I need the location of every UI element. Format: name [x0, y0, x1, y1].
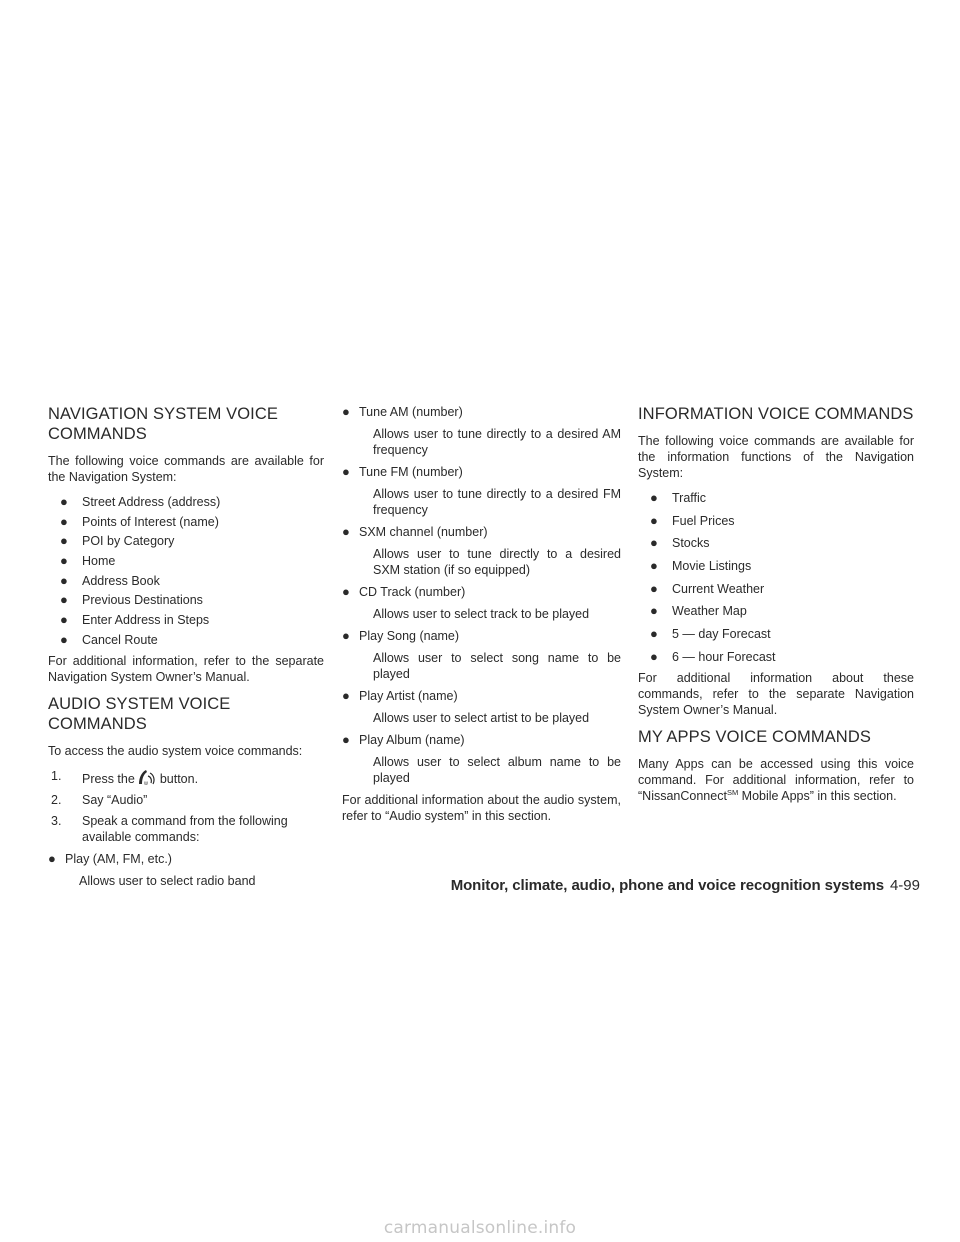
bullet-icon: ● [60, 553, 68, 569]
info-intro: The following voice commands are available for the information functions of the Navigation System: [638, 434, 914, 480]
list-item: ● POI by Category [60, 533, 175, 549]
audio-command-list-cont [342, 404, 621, 786]
nav-outro: For additional information, refer to the separate Navigation System Owner’s Manual. [48, 653, 324, 684]
bullet-icon: ● [342, 688, 350, 703]
bullet-icon: ● [60, 533, 68, 549]
info-heading: INFORMATION VOICE COMMANDS [638, 405, 914, 423]
info-outro: For additional information about these commands, refer to the separate Navigation System Owner’s Manual. [638, 670, 914, 717]
step-item: 3. Speak a command from the following available commands: [51, 813, 288, 844]
bullet-icon: ● [650, 512, 658, 528]
bullet-icon: ● [650, 648, 658, 664]
footer-title: Monitor, climate, audio, phone and voice recognition systems [450, 877, 884, 894]
bullet-icon: ● [60, 513, 68, 529]
list-item: ● Cancel Route [60, 631, 158, 647]
column-3 [638, 404, 914, 813]
bullet-icon: ● [650, 490, 658, 505]
list-item: ● Current Weather [650, 580, 765, 596]
list-item: ● Movie Listings [650, 558, 752, 574]
list-item: ● Play Song (name) Allows user to select song name to be played [342, 628, 621, 681]
apps-text: Many Apps can be accessed using this voice command. For additional information, refer to “NissanConnect℠ Mobile Apps” in this section. [638, 756, 914, 803]
bullet-icon: ● [60, 612, 68, 628]
list-item: ● Traffic [650, 490, 707, 505]
bullet-icon: ● [650, 626, 658, 642]
nav-command-list [48, 494, 324, 648]
column-1 [48, 404, 324, 895]
step-item: 2. Say “Audio” [51, 792, 148, 807]
list-item: ● Points of Interest (name) [60, 513, 219, 529]
nav-heading: NAVIGATION SYSTEM VOICE COMMANDS [48, 405, 278, 443]
list-item: ● Stocks [650, 535, 710, 551]
list-item: ● Fuel Prices [650, 512, 735, 528]
nav-intro: The following voice commands are available for the Navigation System: [48, 454, 324, 484]
bullet-icon: ● [60, 572, 68, 588]
watermark: carmanualsonline.info [383, 1218, 577, 1238]
list-item: ● Home [60, 553, 116, 569]
list-item: ● CD Track (number) Allows user to select track to be played [342, 584, 590, 621]
list-item: ● Address Book [60, 572, 160, 588]
bullet-icon: ● [48, 850, 56, 866]
list-item: ● 6 — hour Forecast [650, 648, 776, 664]
list-item: ● SXM channel (number) Allows user to tune directly to a desired SXM station (if so equipped) [342, 524, 621, 577]
step-item: 1. Press the W button. [51, 768, 199, 786]
bullet-icon: ● [60, 494, 68, 509]
list-item: ● Play Artist (name) Allows user to select artist to be played [342, 688, 590, 725]
svg-text:W: W [143, 780, 148, 786]
list-item: ● Tune AM (number) Allows user to tune directly to a desired AM frequency [342, 404, 621, 457]
list-item: ● Play (AM, FM, etc.) Allows user to select radio band [48, 850, 256, 888]
page-number: 4-99 [889, 877, 920, 894]
audio-intro: To access the audio system voice commands: [48, 743, 303, 758]
list-item: ● 5 — day Forecast [650, 626, 771, 642]
voice-talk-icon [136, 768, 158, 786]
bullet-icon: ● [60, 631, 68, 647]
bullet-icon: ● [60, 592, 68, 608]
bullet-icon: ● [342, 464, 350, 479]
bullet-icon: ● [342, 404, 350, 419]
apps-heading: MY APPS VOICE COMMANDS [638, 727, 871, 746]
list-item: ● Enter Address in Steps [60, 612, 210, 628]
page-footer [0, 877, 920, 894]
bullet-icon: ● [650, 580, 658, 596]
bullet-icon: ● [650, 535, 658, 551]
bullet-icon: ● [342, 584, 350, 599]
list-item: ● Tune FM (number) Allows user to tune directly to a desired FM frequency [342, 464, 621, 517]
bullet-icon: ● [342, 732, 350, 747]
list-item: ● Street Address (address) [60, 494, 221, 509]
column-2 [342, 404, 621, 833]
list-item: ● Previous Destinations [60, 592, 203, 608]
list-item: ● Play Album (name) Allows user to select album name to be played [342, 732, 621, 785]
bullet-icon: ● [342, 628, 350, 643]
info-command-list [638, 490, 914, 665]
list-item: ● Weather Map [650, 603, 747, 619]
bullet-icon: ● [650, 603, 658, 619]
bullet-icon: ● [650, 558, 658, 574]
audio-heading: AUDIO SYSTEM VOICE COMMANDS [48, 694, 231, 733]
audio-outro: For additional information about the audio system, refer to “Audio system” in this section. [342, 793, 621, 823]
audio-steps [48, 768, 324, 845]
bullet-icon: ● [342, 524, 350, 539]
